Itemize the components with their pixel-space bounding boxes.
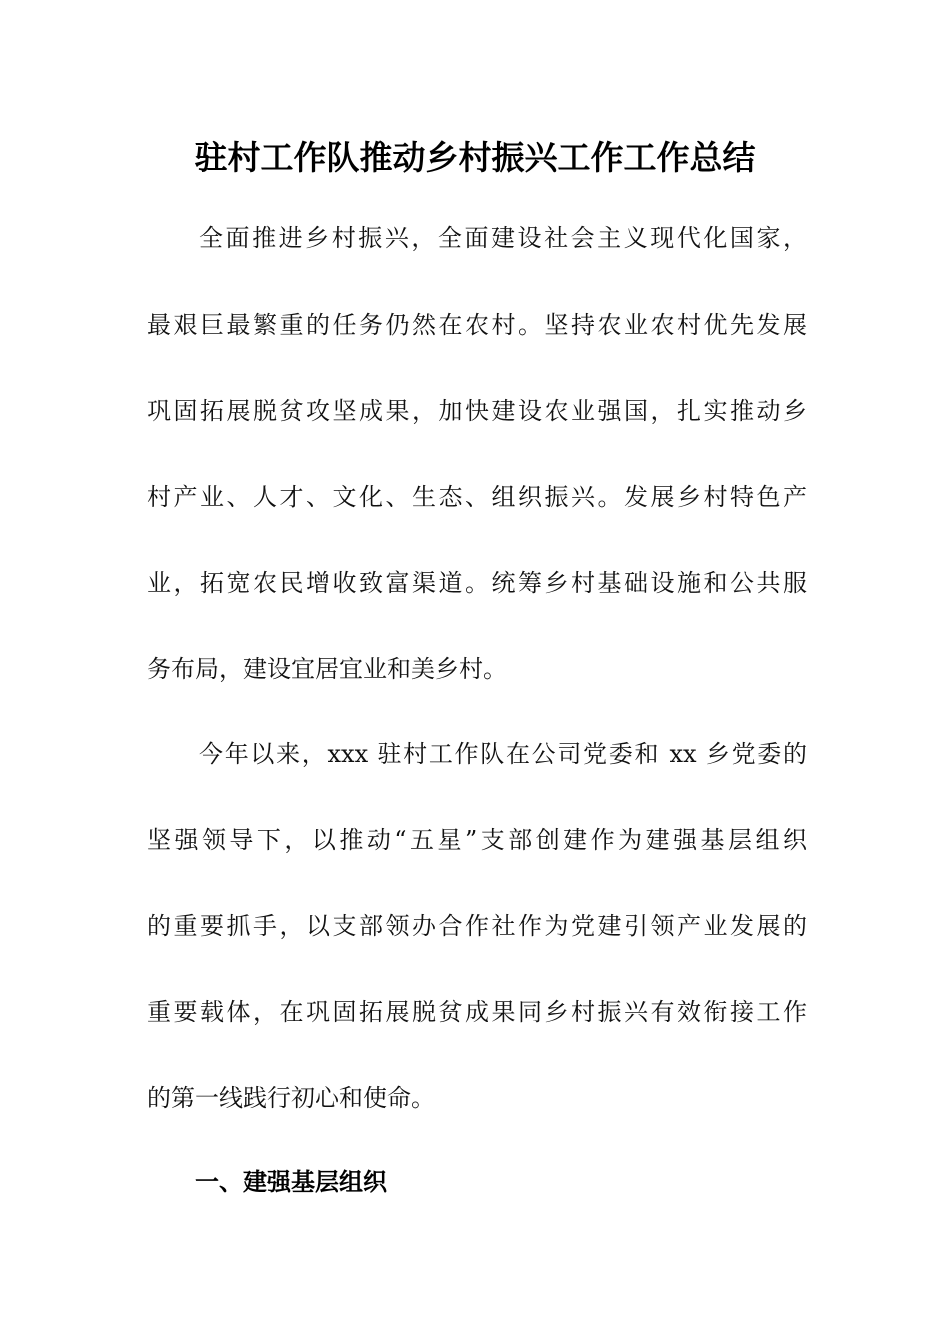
paragraph-line: 全面推进乡村振兴，全面建设社会主义现代化国家， [199, 224, 807, 252]
paragraph-line: 务布局，建设宜居宜业和美乡村。 [147, 655, 507, 683]
document-title: 驻村工作队推动乡村振兴工作工作总结 [194, 138, 756, 177]
paragraph-line: 的重要抓手，以支部领办合作社作为党建引领产业发展的 [147, 912, 807, 940]
section-heading: 一、建强基层组织 [195, 1168, 387, 1196]
paragraph-line: 的第一线践行初心和使命。 [147, 1084, 435, 1112]
paragraph-line: 最艰巨最繁重的任务仍然在农村。坚持农业农村优先发展 [147, 311, 807, 339]
paragraph-line: 巩固拓展脱贫攻坚成果，加快建设农业强国，扎实推动乡 [147, 397, 807, 425]
paragraph-line: 村产业、人才、文化、生态、组织振兴。发展乡村特色产 [147, 483, 807, 511]
paragraph-line: 坚强领导下，以推动“五星”支部创建作为建强基层组织 [147, 826, 807, 854]
paragraph-line: 重要载体，在巩固拓展脱贫成果同乡村振兴有效衔接工作 [147, 998, 807, 1026]
paragraph-line: 今年以来，xxx 驻村工作队在公司党委和 xx 乡党委的 [199, 740, 807, 768]
paragraph-line: 业，拓宽农民增收致富渠道。统筹乡村基础设施和公共服 [147, 569, 807, 597]
